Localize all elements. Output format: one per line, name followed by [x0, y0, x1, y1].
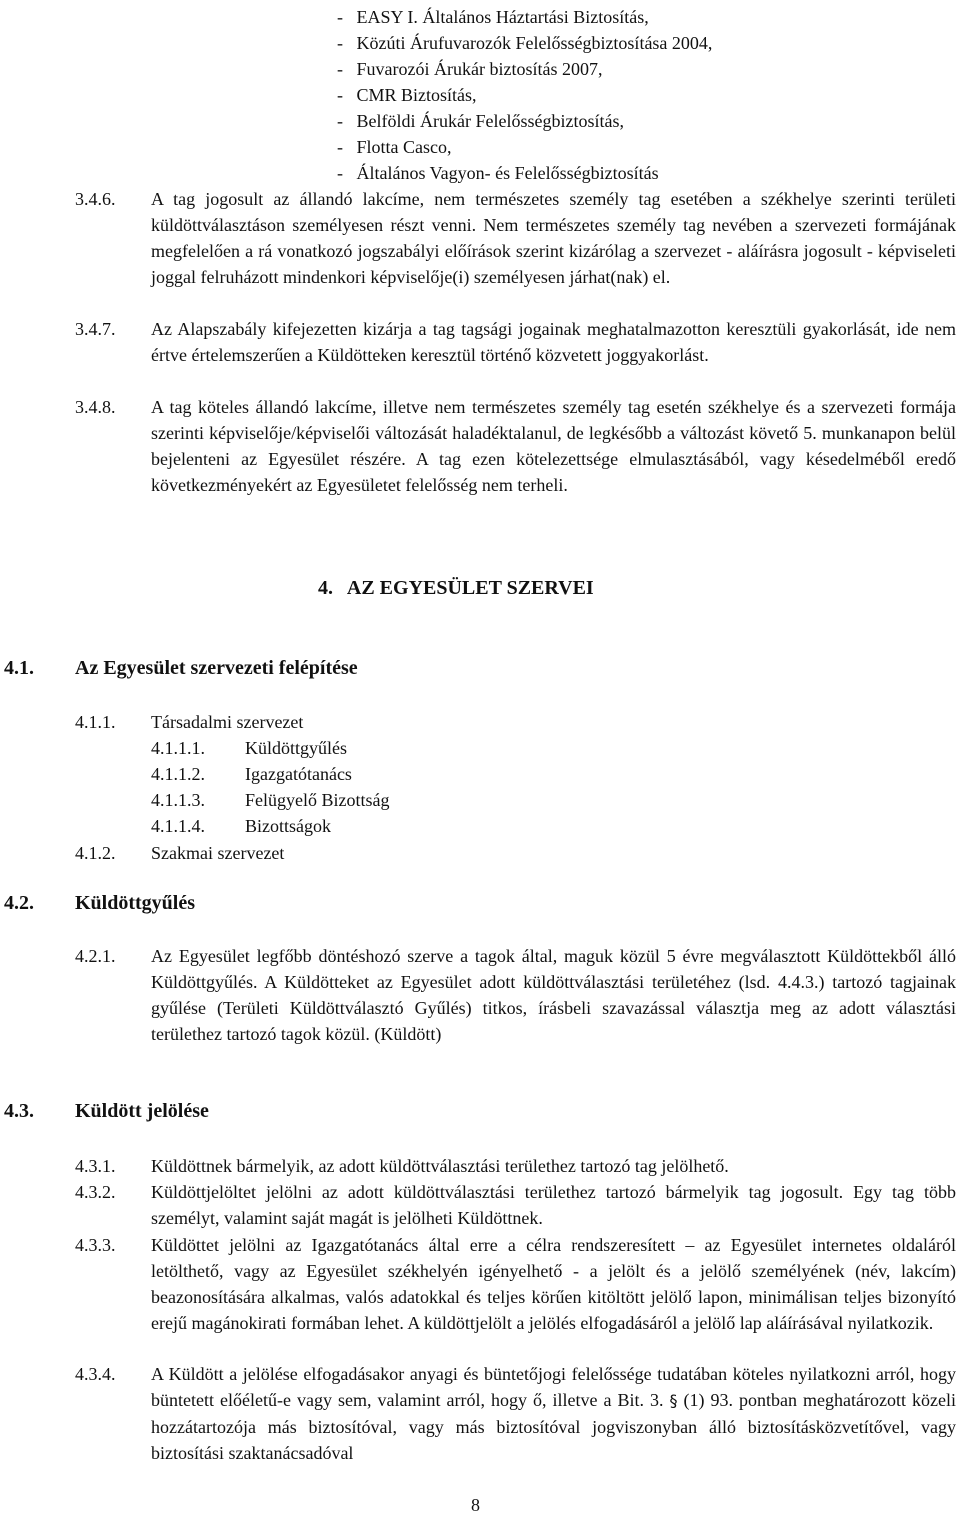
section-number: 4.3.3. [75, 1235, 116, 1255]
section-heading-number: 4.1. [4, 657, 34, 679]
outline-label: Bizottságok [245, 816, 331, 836]
paragraph: A tag jogosult az állandó lakcíme, nem természetes személy tag esetében a székhelye szerinti területi küldöttválasztáson személyesen részt venni. Nem természetes személy tag nevében a szervezeti formájának megfelelően a rá vonatkozó jogszabályi előírások szerint kizárólag a szervezet - aláírásra jogosult - képviseleti joggal felruházott mindenkori képviselője(i) személyesen járhat(nak) el. [151, 189, 956, 287]
section-number: 3.4.6. [75, 189, 116, 209]
page-number: 8 [471, 1495, 480, 1515]
section-heading: Küldöttgyűlés [75, 892, 196, 914]
section-number: 3.4.8. [75, 397, 116, 417]
section-heading-number: 4.3. [4, 1100, 34, 1122]
section-heading: Küldött jelölése [75, 1100, 209, 1122]
list-item: - Belföldi Árukár Felelősségbiztosítás, [337, 111, 624, 131]
list-item: - Fuvarozói Árukár biztosítás 2007, [337, 59, 603, 79]
chapter-title: 4. AZ EGYESÜLET SZERVEI [318, 577, 594, 599]
outline-number: 4.1.1.3. [151, 790, 205, 810]
list-item: - EASY I. Általános Háztartási Biztosítás, [337, 7, 649, 27]
paragraph: Küldöttet jelölni az Igazgatótanács által erre a célra rendszeresített – az Egyesület internetes oldaláról letölthető, vagy az Egyesület székhelyén igényelhető - a jelölt és a jelölő személyének (név, lakcím) beazonosítására alkalmas, valós adatokkal és teljes körűen kitöltött jelölő lapon, minimálisan teljes bizonyító erejű magánokirati formában lehet. A küldöttjelölt a jelölés elfogadásáról a jelölő lap aláírásával nyilatkozik. [151, 1235, 956, 1333]
outline-number: 4.1.1.2. [151, 764, 205, 784]
paragraph: Küldöttjelöltet jelölni az adott küldöttválasztási területhez tartozó bármelyik tag jogosult. Egy tag több személyt, valamint saját magát is jelölheti Küldöttnek. [151, 1182, 956, 1228]
paragraph: Küldöttnek bármelyik, az adott küldöttválasztási területhez tartozó tag jelölhető. [151, 1156, 729, 1176]
list-item: - Közúti Árufuvarozók Felelősségbiztosítása 2004, [337, 33, 713, 53]
outline-number: 4.1.1.4. [151, 816, 205, 836]
outline-label: Igazgatótanács [245, 764, 352, 784]
list-item: - CMR Biztosítás, [337, 85, 477, 105]
section-number: 4.2.1. [75, 946, 116, 966]
outline-number: 4.1.1. [75, 712, 116, 732]
outline-label: Társadalmi szervezet [151, 712, 304, 732]
paragraph: A tag köteles állandó lakcíme, illetve nem természetes személy tag esetén székhelye és a szervezeti formája szerinti képviselője/képviselői változását haladéktalanul, de legkésőbb a változást követő 5. munkanapon belül bejelenteni az Egyesület részére. A tag ezen kötelezettsége elmulasztásából, vagy késedelméből eredő következményekért az Egyesületet felelősség nem terheli. [151, 397, 956, 495]
list-item: - Általános Vagyon- és Felelősségbiztosítás [337, 163, 659, 183]
outline-number: 4.1.1.1. [151, 738, 205, 758]
section-number: 3.4.7. [75, 319, 116, 339]
paragraph: Az Egyesület legfőbb döntéshozó szerve a tagok által, maguk közül 5 évre megválasztott Küldöttekből álló Küldöttgyűlés. A Küldötteket az Egyesület adott küldöttválasztási területéhez (lsd. 4.4.3.) tartozó tagjainak gyűlése (Területi Küldöttválasztó Gyűlés) titkos, írásbeli szavazással választja meg az adott választási területhez tartozó tagok közül. (Küldött) [151, 946, 956, 1044]
section-sign: § [669, 1391, 678, 1410]
outline-label: Felügyelő Bizottság [245, 790, 390, 810]
outline-number: 4.1.2. [75, 843, 116, 863]
outline-label: Küldöttgyűlés [245, 738, 347, 758]
section-number: 4.3.4. [75, 1364, 116, 1384]
section-heading: Az Egyesület szervezeti felépítése [75, 657, 358, 679]
list-item: - Flotta Casco, [337, 137, 452, 157]
section-number: 4.3.1. [75, 1156, 116, 1176]
section-heading-number: 4.2. [4, 892, 34, 914]
paragraph: A Küldött a jelölése elfogadásakor anyagi és büntetőjogi felelőssége tudatában köteles nyilatkozni arról, hogy büntetett előéletű-e vagy sem, valamint arról, hogy ő, illetve a Bit. 3. § (1) 93. pontban meghatározott közeli hozzátartozója más biztosítóval, vagy más biztosítóval jogviszonyban álló biztosításközvetítővel, vagy biztosítási szaktanácsadóval [151, 1364, 956, 1463]
section-number: 4.3.2. [75, 1182, 116, 1202]
paragraph: Az Alapszabály kifejezetten kizárja a tag tagsági jogainak meghatalmazotton keresztüli gyakorlását, ide nem értve értelemszerűen a Küldötteken keresztül történő közvetett joggyakorlást. [151, 319, 956, 365]
outline-label: Szakmai szervezet [151, 843, 285, 863]
